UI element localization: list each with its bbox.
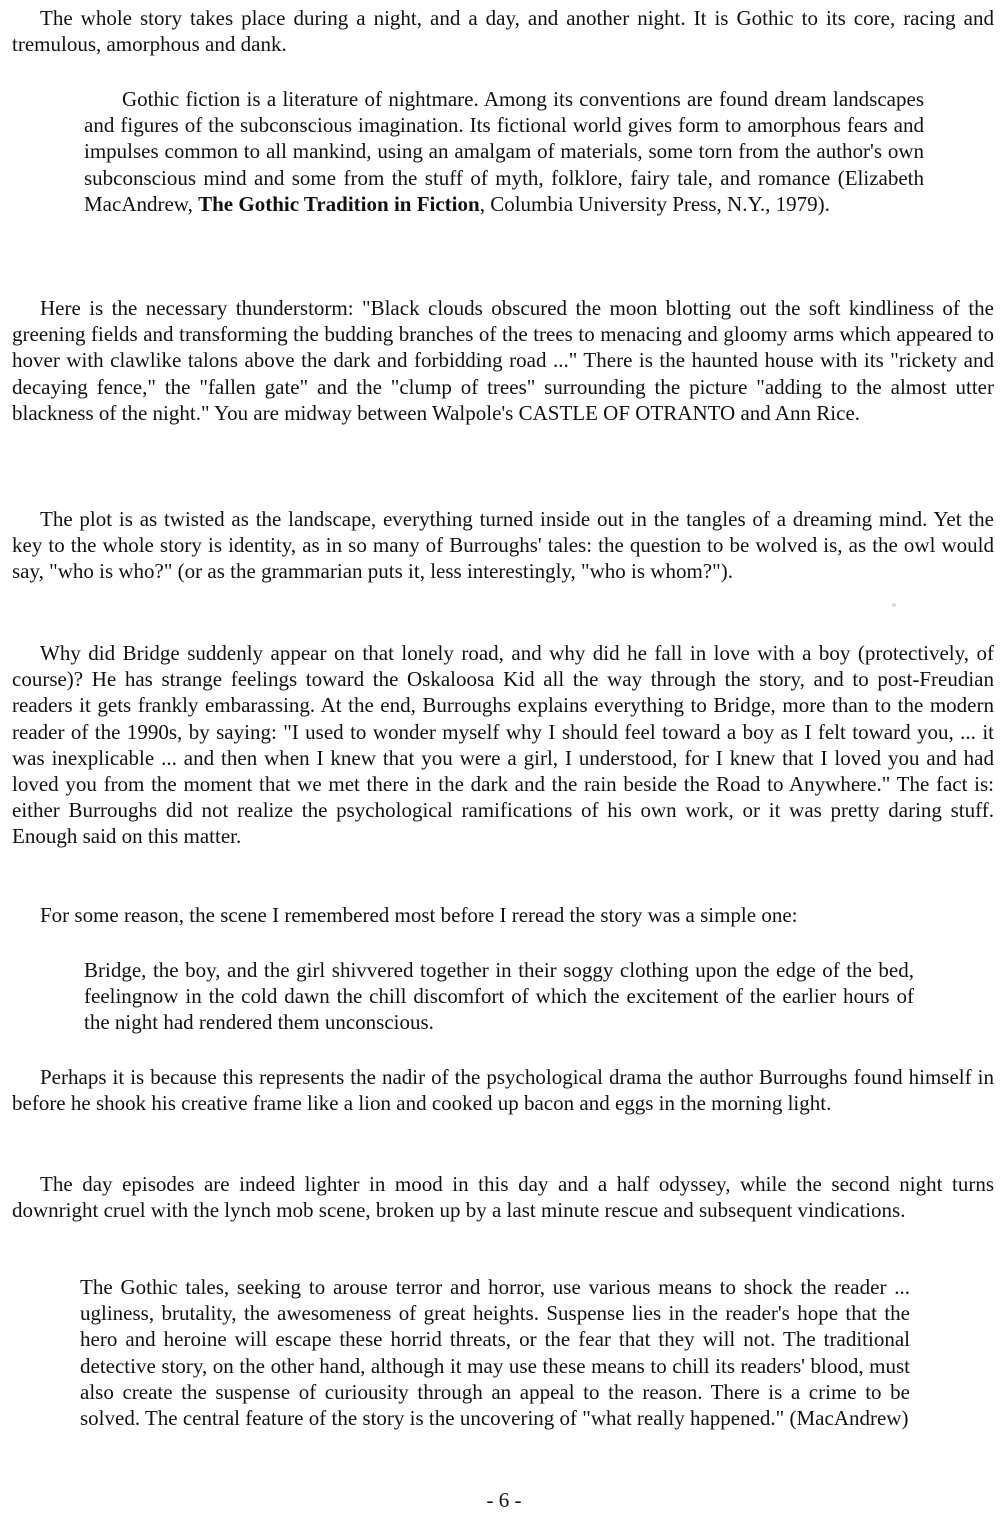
paragraph-thunderstorm: Here is the necessary thunderstorm: "Black clouds obscured the moon blotting out the soft kindliness of the greening fields and transforming the budding branches of the trees to menacing and gloomy arms which appeared to hover with clawlike talons above the dark and forbidding road ..." There is the haunted house with its "rickety and decaying fence," the "fallen gate" and the "clump of trees" surrounding the picture "adding to the almost utter blackness of the night." You are midway between Walpole's CASTLE OF OTRANTO and Ann Rice. (12, 296, 994, 425)
paragraph-nadir: Perhaps it is because this represents the nadir of the psychological drama the author Burroughs found himself in before he shook his creative frame like a lion and cooked up bacon and eggs in the morning light. (12, 1065, 994, 1116)
quote-citation: , Columbia University Press, N.Y., 1979). (479, 191, 830, 216)
book-title: The Gothic Tradition in Fiction (198, 191, 480, 216)
paragraph-plot-identity: The plot is as twisted as the landscape, everything turned inside out in the tangles of a dreaming mind. Yet the key to the whole story is identity, as in so many of Burroughs' tales: the question to be wolved is, as the owl would say, "who is who?" (or as the grammarian puts it, less interestingly, "who is whom?"). (12, 507, 994, 584)
paragraph-story-timeline: The whole story takes place during a night, and a day, and another night. It is Gothic to its core, racing and tremulous, amorphous and dank. (12, 6, 994, 57)
paragraph-bridge-question: Why did Bridge suddenly appear on that lonely road, and why did he fall in love with a boy (protectively, of course)? He has strange feelings toward the Oskaloosa Kid all the way through the story, and to post-Freudian readers it gets frankly embarassing. At the end, Burroughs explains everything to Bridge, more than to the modern reader of the 1990s, by saying: "I used to wonder myself why I should feel toward a boy as I felt toward you, ... it was inexplicable ... and then when I knew that you were a girl, I understood, for I knew that I loved you and had loved you from the moment that we met there in the dark and the rain beside the Road to Anywhere." The fact is: either Burroughs did not realize the psychological ramifications of his own work, or it was pretty daring stuff. Enough said on this matter. (12, 641, 994, 849)
paragraph-day-episodes: The day episodes are indeed lighter in mood in this day and a half odyssey, while the second night turns downright cruel with the lynch mob scene, broken up by a last minute rescue and subsequent vindications. (12, 1172, 994, 1223)
block-quote-gothic-tales: The Gothic tales, seeking to arouse terror and horror, use various means to shock the reader ... ugliness, brutality, the awesomeness of great heights. Suspense lies in the reader's hope that the hero and heroine will escape these horrid threats, or the fear that they will not. The traditional detective story, on the other hand, although it may use these means to chill its readers' blood, must also create the suspense of curiousity through an appeal to the reason. There is a crime to be solved. The central feature of the story is the uncovering of "what really happened." (MacAndrew) (80, 1275, 910, 1431)
quote-text: Gothic fiction is a literature of nightmare. Among its conventions are found dream landscapes and figures of the subconscious imagination. Its fictional world gives form to amorphous fears and impulses common to all mankind, using an amalgam of materials, some torn from the author's own subconscious mind and some from the stuff of myth, folklore, fairy tale, and romance (Elizabeth MacAndrew, (84, 87, 924, 216)
block-quote-bridge-scene: Bridge, the boy, and the girl shivvered together in their soggy clothing upon the edge of the bed, feelingnow in the cold dawn the chill discomfort of which the excitement of the earlier hours of the night had rendered them unconscious. (84, 958, 914, 1035)
paragraph-remembered-scene: For some reason, the scene I remembered most before I reread the story was a simple one: (40, 903, 798, 927)
block-quote-gothic-fiction (84, 86, 924, 217)
scan-speck (892, 603, 896, 607)
page-number: - 6 - (486, 1488, 522, 1512)
